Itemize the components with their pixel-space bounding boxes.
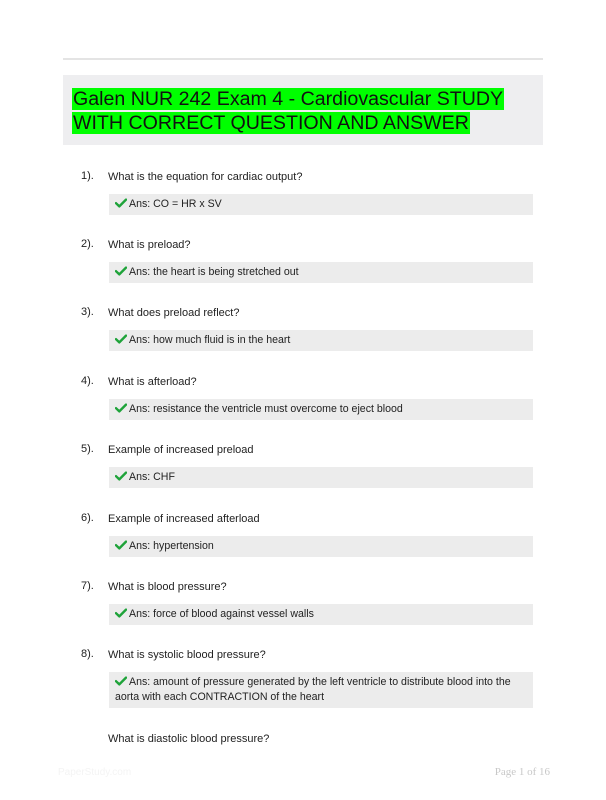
question-text: What is blood pressure? [108, 581, 227, 593]
check-icon [115, 334, 127, 344]
question-text: What is systolic blood pressure? [108, 649, 266, 661]
answer-box [109, 672, 533, 708]
title-box [63, 75, 543, 145]
question-text: Example of increased preload [108, 444, 254, 456]
answer-text: Ans: force of blood against vessel walls [129, 608, 314, 620]
question-text: What is preload? [108, 239, 191, 251]
question-number: 5). [81, 443, 94, 455]
question-number: 3). [81, 306, 94, 318]
check-icon [115, 198, 127, 208]
question-text: What is afterload? [108, 376, 197, 388]
answer-text: Ans: amount of pressure generated by the left ventricle to distribute blood into the aorta with each CONTRACTION of the heart [115, 676, 511, 703]
question-text: What does preload reflect? [108, 307, 240, 319]
answer-text: Ans: how much fluid is in the heart [129, 334, 291, 346]
question-number: 7). [81, 580, 94, 592]
answer-box [109, 399, 533, 420]
answer-text: Ans: resistance the ventricle must overcome to eject blood [129, 403, 403, 415]
answer-box [109, 262, 533, 283]
page-number: Page 1 of 16 [494, 766, 550, 778]
answer-box [109, 604, 533, 625]
question-number: 2). [81, 238, 94, 250]
check-icon [115, 608, 127, 618]
answer-box [109, 467, 533, 488]
check-icon [115, 266, 127, 276]
answer-box [109, 194, 533, 215]
answer-text: Ans: CHF [129, 471, 175, 483]
question-number: 8). [81, 648, 94, 660]
question-number: 4). [81, 375, 94, 387]
check-icon [115, 471, 127, 481]
check-icon [115, 540, 127, 550]
top-divider [63, 58, 543, 60]
answer-box [109, 536, 533, 557]
question-text: What is the equation for cardiac output? [108, 171, 303, 183]
answer-box [109, 330, 533, 351]
check-icon [115, 676, 127, 686]
answer-text: Ans: CO = HR x SV [129, 198, 222, 210]
document-title [72, 87, 534, 135]
footer-watermark: PaperStudy.com [58, 767, 132, 778]
question-text: What is diastolic blood pressure? [108, 733, 270, 745]
answer-text: Ans: hypertension [129, 540, 214, 552]
question-number: 1). [81, 170, 94, 182]
question-number: 6). [81, 512, 94, 524]
answer-text: Ans: the heart is being stretched out [129, 266, 299, 278]
question-text: Example of increased afterload [108, 513, 260, 525]
check-icon [115, 403, 127, 413]
document-title-highlight: Galen NUR 242 Exam 4 - Cardiovascular STUDY WITH CORRECT QUESTION AND ANSWER [73, 88, 504, 134]
